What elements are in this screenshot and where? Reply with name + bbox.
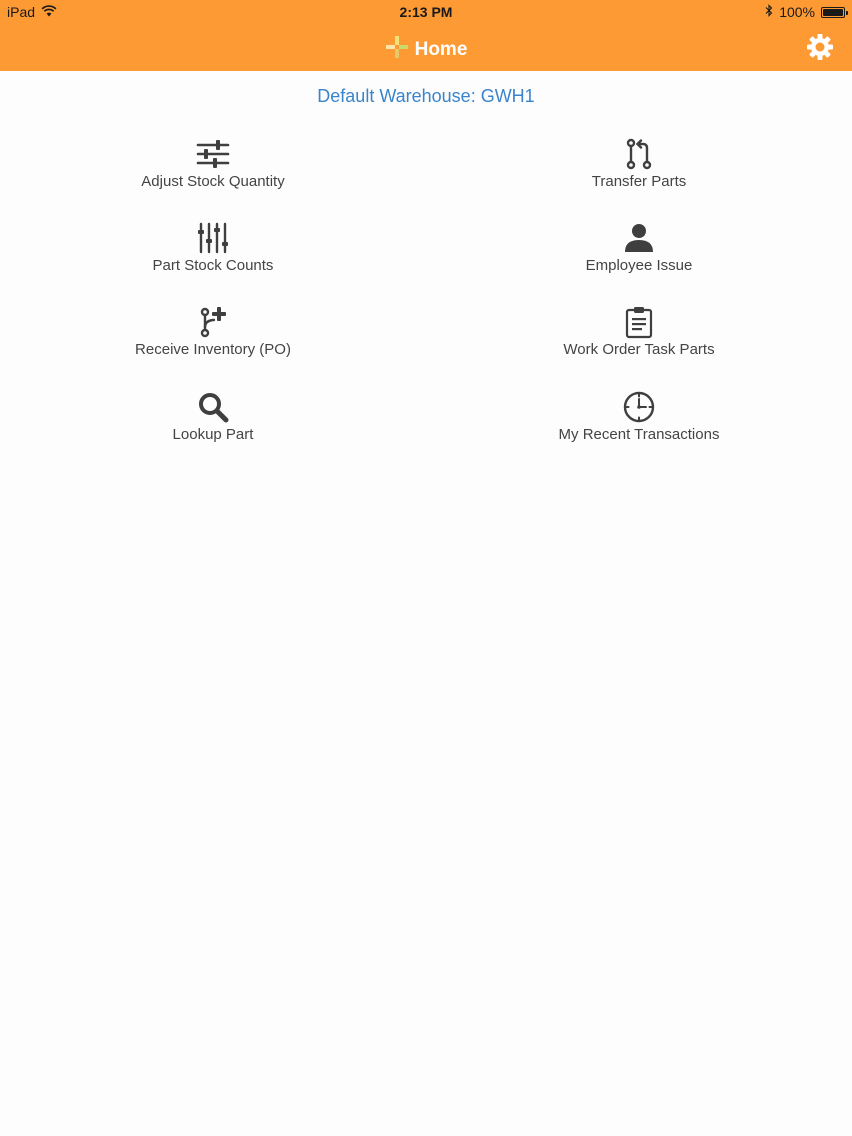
menu-item-label: My Recent Transactions	[558, 426, 720, 443]
clock-icon	[622, 390, 656, 424]
battery-icon	[821, 7, 845, 18]
menu-item-label: Transfer Parts	[591, 173, 687, 190]
bluetooth-icon	[765, 4, 773, 20]
status-time: 2:13 PM	[399, 4, 453, 20]
menu-item-part-stock-counts[interactable]	[63, 221, 363, 291]
transfer-icon	[622, 137, 656, 171]
clipboard-icon	[622, 305, 656, 339]
status-bar	[0, 0, 852, 24]
header	[0, 0, 852, 71]
menu-item-label: Adjust Stock Quantity	[141, 173, 285, 190]
search-icon	[196, 390, 230, 424]
status-right	[765, 4, 845, 20]
menu-item-employee-issue[interactable]	[489, 221, 789, 291]
nav-bar	[0, 24, 852, 71]
menu-item-adjust-stock-quantity[interactable]	[63, 137, 363, 207]
settings-button[interactable]	[805, 32, 835, 62]
menu-item-label: Work Order Task Parts	[563, 341, 715, 358]
menu-item-receive-inventory-po[interactable]	[63, 305, 363, 375]
page-title: Home	[414, 39, 468, 60]
menu-item-my-recent-transactions[interactable]	[489, 390, 789, 460]
branch-add-icon	[196, 305, 230, 339]
menu-item-lookup-part[interactable]	[63, 390, 363, 460]
menu-item-label: Employee Issue	[585, 257, 693, 274]
nav-title-group	[0, 35, 852, 65]
device-name: iPad	[7, 4, 36, 20]
person-icon	[622, 221, 656, 255]
plus-logo-icon	[385, 35, 409, 65]
battery-fill	[823, 9, 843, 16]
menu-item-label: Lookup Part	[172, 426, 254, 443]
menu-item-label: Receive Inventory (PO)	[135, 341, 291, 358]
gear-icon	[805, 49, 835, 66]
sliders-icon	[196, 137, 230, 171]
battery-percent: 100%	[779, 4, 815, 20]
menu-item-label: Part Stock Counts	[152, 257, 274, 274]
default-warehouse-link[interactable]: Default Warehouse: GWH1	[317, 86, 535, 106]
menu-item-work-order-task-parts[interactable]	[489, 305, 789, 375]
vertical-sliders-icon	[196, 221, 230, 255]
menu-item-transfer-parts[interactable]	[489, 137, 789, 207]
